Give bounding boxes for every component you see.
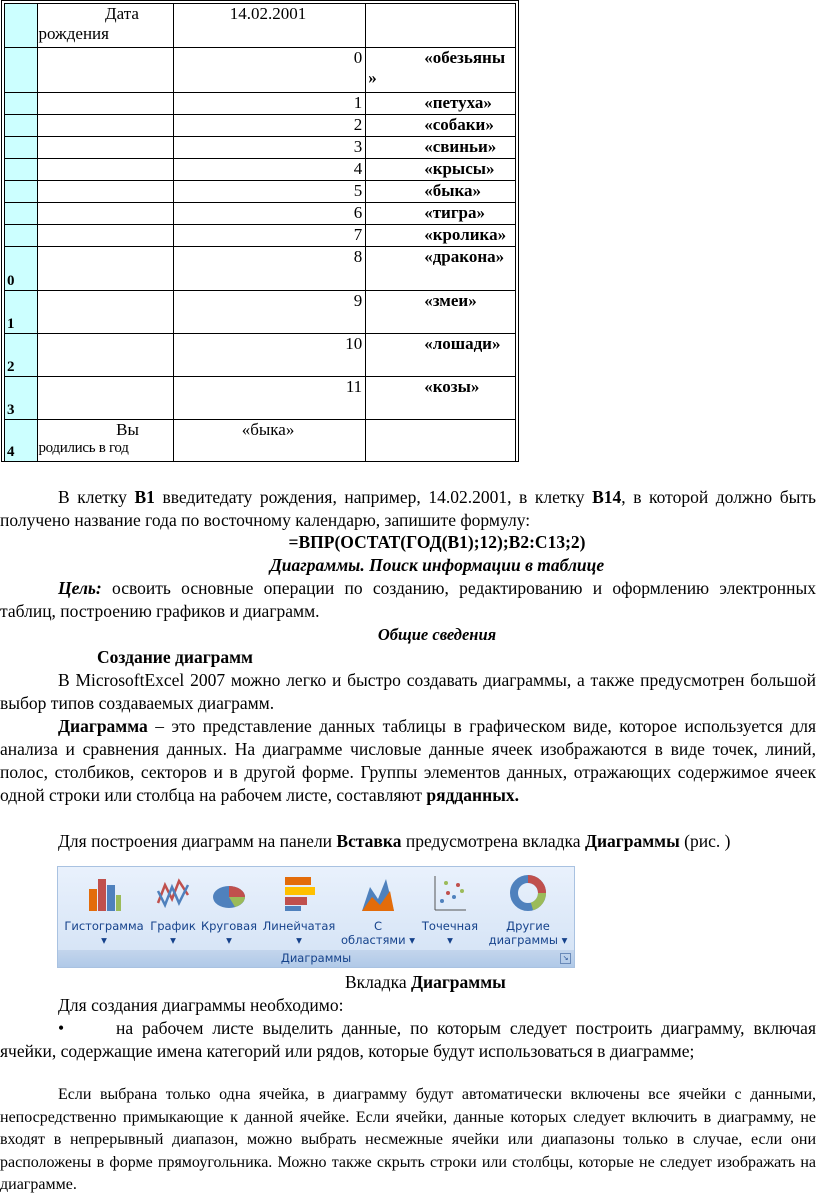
birthdate-value-cell[interactable] bbox=[173, 4, 365, 48]
table-row bbox=[5, 137, 516, 159]
year-index: 4 bbox=[353, 159, 363, 178]
animal-name: «змеи» bbox=[424, 291, 477, 310]
table-cell[interactable] bbox=[38, 291, 173, 334]
row-header[interactable] bbox=[5, 115, 38, 137]
row-header[interactable] bbox=[5, 334, 38, 377]
animal-name: «свиньи» bbox=[424, 137, 497, 156]
definition-paragraph: Диаграмма – это представление данных таблицы в графическом виде, которое используется для анализа и сравнения данных. На диаграмме числовые данные ячеек изображаются в виде точек, линий, полос, столбиков, секторов и в другой форме. Группы элементов данных, отражающих содержимое ячеек одной строки или столбца на рабочем листе, составляют рядданных. bbox=[0, 716, 816, 805]
table-cell[interactable] bbox=[38, 115, 173, 137]
birthdate-value: 14.02.2001 bbox=[229, 4, 307, 23]
table-row bbox=[5, 159, 516, 181]
year-index: 8 bbox=[353, 247, 363, 266]
row-header[interactable] bbox=[5, 181, 38, 203]
line-chart-icon bbox=[155, 873, 191, 913]
animal-name: «обезьяны bbox=[424, 48, 506, 67]
animal-name: «петуха» bbox=[424, 93, 492, 112]
bar-chart-icon bbox=[281, 873, 317, 913]
table-row bbox=[5, 377, 516, 420]
year-index-cell[interactable] bbox=[173, 203, 365, 225]
year-index: 2 bbox=[353, 115, 363, 134]
row-header[interactable] bbox=[5, 377, 38, 420]
row-number: 2 bbox=[7, 359, 15, 375]
animal-cell[interactable] bbox=[366, 159, 516, 181]
table-row bbox=[5, 115, 516, 137]
animal-name: «быка» bbox=[424, 181, 481, 200]
table-cell[interactable] bbox=[38, 334, 173, 377]
zodiac-table bbox=[4, 3, 516, 462]
animal-name: «козы» bbox=[424, 377, 480, 396]
goal-paragraph: Цель: освоить основные операции по созданию, редактированию и оформлению электронных таблиц, построению графиков и диаграмм. bbox=[0, 578, 816, 621]
section-heading: Диаграммы. Поиск информации в таблице bbox=[269, 555, 605, 575]
row-number: 3 bbox=[7, 402, 15, 418]
row-header[interactable] bbox=[5, 420, 38, 462]
animal-cell[interactable] bbox=[366, 48, 516, 93]
birthdate-label-cell[interactable] bbox=[38, 4, 173, 48]
figure-caption: Вкладка Диаграммы bbox=[345, 972, 506, 992]
year-index: 9 bbox=[353, 291, 363, 310]
year-index: 7 bbox=[353, 225, 363, 244]
scatter-chart-button[interactable]: Точечная ▾ bbox=[417, 873, 483, 947]
year-index-cell[interactable] bbox=[173, 115, 365, 137]
table-cell[interactable] bbox=[38, 137, 173, 159]
ribbon-group-label: Диаграммы bbox=[58, 950, 574, 967]
table-row bbox=[5, 203, 516, 225]
animal-name-cont: » bbox=[368, 68, 377, 87]
year-index: 5 bbox=[353, 181, 363, 200]
label-you: Вы bbox=[116, 420, 139, 439]
empty-cell[interactable] bbox=[366, 420, 516, 462]
year-index-cell[interactable] bbox=[173, 225, 365, 247]
table-row bbox=[5, 420, 516, 462]
steps-intro: Для создания диаграммы необходимо: bbox=[58, 995, 344, 1015]
intro-paragraph: В MicrosoftExcel 2007 можно легко и быстро создавать диаграммы, а также предусмотрен большой выбор типов создаваемых диаграмм. bbox=[0, 670, 816, 713]
result-cell[interactable] bbox=[173, 420, 365, 462]
year-index-cell[interactable] bbox=[173, 247, 365, 291]
animal-cell[interactable] bbox=[366, 115, 516, 137]
scatter-chart-icon bbox=[432, 873, 468, 913]
animal-cell[interactable] bbox=[366, 225, 516, 247]
year-index: 0 bbox=[353, 48, 363, 67]
animal-name: «собаки» bbox=[424, 115, 494, 134]
row-header[interactable] bbox=[5, 48, 38, 93]
year-index-cell[interactable] bbox=[173, 93, 365, 115]
row-number: 1 bbox=[7, 316, 15, 332]
animal-cell[interactable] bbox=[366, 334, 516, 377]
table-cell[interactable] bbox=[38, 225, 173, 247]
animal-cell[interactable] bbox=[366, 291, 516, 334]
row-header[interactable] bbox=[5, 203, 38, 225]
area-chart-icon bbox=[360, 873, 396, 913]
year-index-cell[interactable] bbox=[173, 159, 365, 181]
table-row bbox=[5, 225, 516, 247]
year-index-cell[interactable] bbox=[173, 137, 365, 159]
label-date: Дата bbox=[105, 4, 139, 23]
note-paragraph: Если выбрана только одна ячейка, в диаграмму будут автоматически включены все ячейки с данными, непосредственно примыкающие к данной ячейке. Если ячейки, данные которых следует включить в диаграмму, не входят в непрерывный диапазон, можно выбрать несмежные ячейки или диапазоны только в случае, если они расположены в форме прямоугольника. Можно также скрыть строки или столбцы, которые не следует изображать на диаграмме. bbox=[0, 1086, 816, 1193]
animal-name: «лошади» bbox=[424, 334, 501, 353]
year-index-cell[interactable] bbox=[173, 377, 365, 420]
row-header[interactable] bbox=[5, 159, 38, 181]
subheading-create: Создание диаграмм bbox=[97, 647, 253, 667]
row-header[interactable] bbox=[5, 225, 38, 247]
table-cell[interactable] bbox=[38, 203, 173, 225]
table-row bbox=[5, 48, 516, 93]
year-index-cell[interactable] bbox=[173, 334, 365, 377]
animal-cell[interactable] bbox=[366, 377, 516, 420]
year-index-cell[interactable] bbox=[173, 291, 365, 334]
result-value: «быка» bbox=[241, 420, 295, 439]
table-row bbox=[5, 93, 516, 115]
year-index-cell[interactable] bbox=[173, 181, 365, 203]
table-cell[interactable] bbox=[38, 247, 173, 291]
row-header[interactable] bbox=[5, 247, 38, 291]
area-chart-button[interactable]: С областями ▾ bbox=[339, 873, 417, 947]
dialog-launcher-icon[interactable]: ↘ bbox=[560, 953, 571, 964]
zodiac-table-frame bbox=[1, 0, 519, 462]
table-cell[interactable] bbox=[38, 48, 173, 93]
year-index: 1 bbox=[353, 93, 363, 112]
animal-name: «кролика» bbox=[424, 225, 507, 244]
animal-cell[interactable] bbox=[366, 93, 516, 115]
animal-cell[interactable] bbox=[366, 203, 516, 225]
empty-cell[interactable] bbox=[366, 4, 516, 48]
row-header[interactable] bbox=[5, 93, 38, 115]
animal-cell[interactable] bbox=[366, 137, 516, 159]
formula: =ВПР(ОСТАТ(ГОД(B1);12);B2:C13;2) bbox=[288, 532, 586, 552]
table-row bbox=[5, 334, 516, 377]
row-header[interactable] bbox=[5, 291, 38, 334]
table-cell[interactable] bbox=[38, 159, 173, 181]
pie-chart-icon bbox=[211, 873, 247, 913]
animal-name: «крысы» bbox=[424, 159, 495, 178]
animal-cell[interactable] bbox=[366, 247, 516, 291]
column-chart-icon bbox=[86, 873, 122, 913]
table-row bbox=[5, 181, 516, 203]
animal-name: «тигра» bbox=[424, 203, 486, 222]
year-index: 11 bbox=[345, 377, 363, 396]
charts-ribbon-group bbox=[57, 866, 575, 968]
row-number: 4 bbox=[7, 444, 15, 460]
table-row bbox=[5, 291, 516, 334]
row-number: 0 bbox=[7, 273, 15, 289]
year-index: 3 bbox=[353, 137, 363, 156]
table-row bbox=[5, 4, 516, 48]
subheading-general: Общие сведения bbox=[377, 625, 497, 644]
label-born-year: родились в год bbox=[38, 440, 129, 456]
bullet-icon: • bbox=[58, 1018, 65, 1038]
year-index: 6 bbox=[353, 203, 363, 222]
year-index-cell[interactable] bbox=[173, 48, 365, 93]
animal-name: «дракона» bbox=[424, 247, 505, 266]
animal-cell[interactable] bbox=[366, 181, 516, 203]
table-cell[interactable] bbox=[38, 93, 173, 115]
pie-chart-button[interactable]: Круговая ▾ bbox=[199, 873, 259, 947]
table-row bbox=[5, 247, 516, 291]
table-cell[interactable] bbox=[38, 377, 173, 420]
doughnut-chart-icon bbox=[510, 873, 546, 913]
bullet-item: • на рабочем листе выделить данные, по которым следует построить диаграмму, включая ячейки, содержащие имена категорий или рядов, которые будут использоваться в диаграмме; bbox=[0, 1018, 816, 1061]
row-header[interactable] bbox=[5, 137, 38, 159]
ribbon-intro-paragraph: Для построения диаграмм на панели Вставка предусмотрена вкладка Диаграммы (рис. ) bbox=[58, 831, 731, 851]
instruction-paragraph: В клетку B1 введитедату рождения, например, 14.02.2001, в клетку B14, в которой должно быть получено название года по восточному календарю, запишите формулу: bbox=[0, 487, 816, 530]
row-header[interactable] bbox=[5, 4, 38, 48]
result-label-cell[interactable] bbox=[38, 420, 173, 462]
table-cell[interactable] bbox=[38, 181, 173, 203]
line-chart-button[interactable]: График ▾ bbox=[146, 873, 200, 947]
label-birth: рождения bbox=[38, 24, 109, 43]
column-chart-button[interactable]: Гистограмма ▾ bbox=[62, 873, 146, 947]
year-index: 10 bbox=[345, 334, 363, 353]
other-charts-button[interactable]: Другие диаграммы ▾ bbox=[483, 873, 573, 947]
bar-chart-button[interactable]: Линейчатая ▾ bbox=[259, 873, 339, 947]
